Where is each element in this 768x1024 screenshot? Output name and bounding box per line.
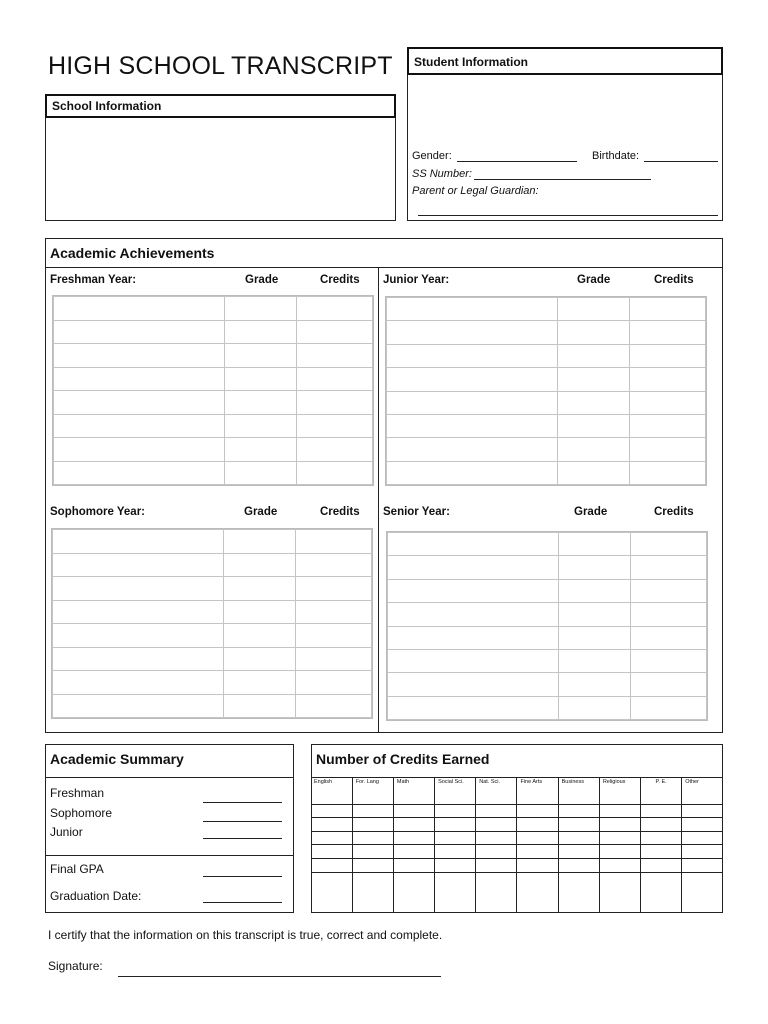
credit-col-social-science: Social Sci. [435,777,476,804]
credit-col-fine-arts: Fine Arts [517,777,558,804]
ss-number-field[interactable] [474,179,651,180]
summary-mid-rule [46,855,293,856]
signature-field[interactable] [118,976,441,977]
summary-sophomore-label: Sophomore [50,806,113,820]
final-gpa-label: Final GPA [50,862,104,876]
school-info-header: School Information [45,94,396,118]
senior-grade-header: Grade [574,506,608,518]
junior-credits-header: Credits [654,274,694,286]
student-info-header: Student Information [407,47,723,75]
student-info-box[interactable] [407,47,723,221]
ss-number-label: SS Number: [412,168,472,180]
summary-freshman-label: Freshman [50,786,105,800]
sophomore-grade-header: Grade [244,506,278,518]
summary-header-rule [46,777,293,778]
gender-field[interactable] [457,161,577,162]
senior-course-grid[interactable] [386,531,708,721]
freshman-credits-header: Credits [320,274,360,286]
credit-col-math: Math [393,777,434,804]
signature-label: Signature: [48,959,103,973]
junior-grade-header: Grade [577,274,611,286]
credit-col-natural-science: Nat. Sci. [476,777,517,804]
junior-year-label: Junior Year: [383,274,450,286]
credits-earned-header: Number of Credits Earned [316,751,490,767]
achievements-divider [378,267,379,733]
guardian-field[interactable] [418,215,718,216]
credit-col-religious: Religious [599,777,640,804]
sophomore-credits-header: Credits [320,506,360,518]
academic-summary-header: Academic Summary [50,751,184,767]
summary-freshman-field[interactable] [203,802,282,803]
senior-year-label: Senior Year: [383,506,450,518]
credit-col-pe: P. E. [641,777,682,804]
achievements-header-rule [46,267,722,268]
freshman-grade-header: Grade [245,274,279,286]
gender-label: Gender: [412,150,452,162]
credit-col-english: English [311,777,352,804]
credit-col-other: Other [682,777,723,804]
senior-credits-header: Credits [654,506,694,518]
graduation-date-label: Graduation Date: [50,889,142,903]
credits-earned-grid[interactable] [311,777,723,913]
credit-col-foreign-language: For. Lang [352,777,393,804]
achievements-header: Academic Achievements [50,245,215,261]
freshman-course-grid[interactable] [52,295,374,486]
summary-junior-field[interactable] [203,838,282,839]
junior-course-grid[interactable] [385,296,707,486]
school-info-box [45,94,396,221]
sophomore-year-label: Sophomore Year: [50,506,146,518]
summary-junior-label: Junior [50,825,83,839]
birthdate-label: Birthdate: [592,150,640,162]
graduation-date-field[interactable] [203,902,282,903]
credit-col-business: Business [558,777,599,804]
guardian-label: Parent or Legal Guardian: [412,185,539,197]
page-title: HIGH SCHOOL TRANSCRIPT [48,52,393,80]
birthdate-field[interactable] [644,161,718,162]
summary-sophomore-field[interactable] [203,821,282,822]
certification-statement: I certify that the information on this transcript is true, correct and complete. [48,928,443,942]
final-gpa-field[interactable] [203,876,282,877]
freshman-year-label: Freshman Year: [50,274,137,286]
sophomore-course-grid[interactable] [51,528,373,719]
